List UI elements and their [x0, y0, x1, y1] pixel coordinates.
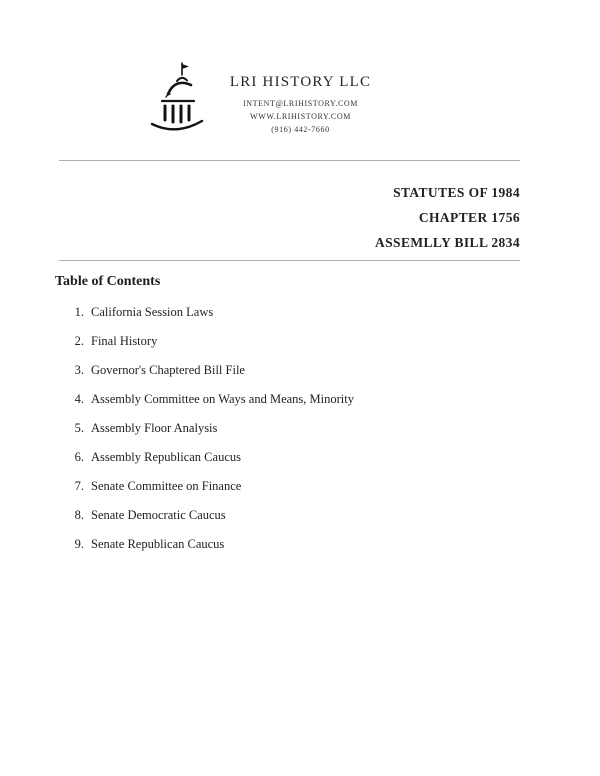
divider-bottom: [59, 260, 520, 261]
toc-item-number: 2.: [74, 334, 84, 348]
toc-item: [68, 334, 354, 363]
toc-item-label: Assembly Committee on Ways and Means, Minority: [91, 392, 354, 406]
toc-item: [68, 537, 354, 566]
toc-item: [68, 479, 354, 508]
capitol-logo-icon: [146, 60, 208, 138]
toc-item: [68, 363, 354, 392]
toc-item-label: Governor's Chaptered Bill File: [91, 363, 245, 377]
toc-item: [68, 392, 354, 421]
toc-item-label: Senate Committee on Finance: [91, 479, 242, 493]
toc-item-label: Assembly Floor Analysis: [91, 421, 218, 435]
statute-line-bill: ASSEMLLY BILL 2834: [374, 235, 520, 250]
toc-item-number: 4.: [74, 392, 84, 406]
toc-item-number: 1.: [74, 305, 84, 319]
toc-item-number: 7.: [74, 479, 84, 493]
toc-item-number: 3.: [74, 363, 84, 377]
toc-list: [68, 305, 354, 566]
toc-item-number: 6.: [74, 450, 84, 464]
toc-item-number: 5.: [74, 421, 84, 435]
statute-line-chapter: CHAPTER 1756: [418, 210, 520, 225]
divider-top: [59, 160, 520, 161]
statute-title-block: [375, 180, 520, 255]
company-email: INTENT@LRIHISTORY.COM: [242, 99, 358, 108]
statute-line-statutes: STATUTES OF 1984: [393, 185, 520, 200]
toc-item-label: Senate Democratic Caucus: [91, 508, 226, 522]
toc-item: [68, 421, 354, 450]
company-name: LRI HISTORY LLC: [229, 74, 372, 90]
toc-item: [68, 508, 354, 537]
header-contact-block: [218, 74, 383, 136]
toc-item-label: Assembly Republican Caucus: [91, 450, 241, 464]
toc-item-label: Senate Republican Caucus: [91, 537, 225, 551]
toc-item-number: 8.: [74, 508, 84, 522]
company-phone: (916) 442-7660: [271, 125, 330, 134]
toc-item-label: Final History: [91, 334, 158, 348]
toc-item: [68, 305, 354, 334]
toc-item-label: California Session Laws: [91, 305, 214, 319]
company-website: WWW.LRIHISTORY.COM: [250, 112, 351, 121]
toc-title: Table of Contents: [55, 274, 161, 289]
toc-item: [68, 450, 354, 479]
toc-item-number: 9.: [74, 537, 84, 551]
